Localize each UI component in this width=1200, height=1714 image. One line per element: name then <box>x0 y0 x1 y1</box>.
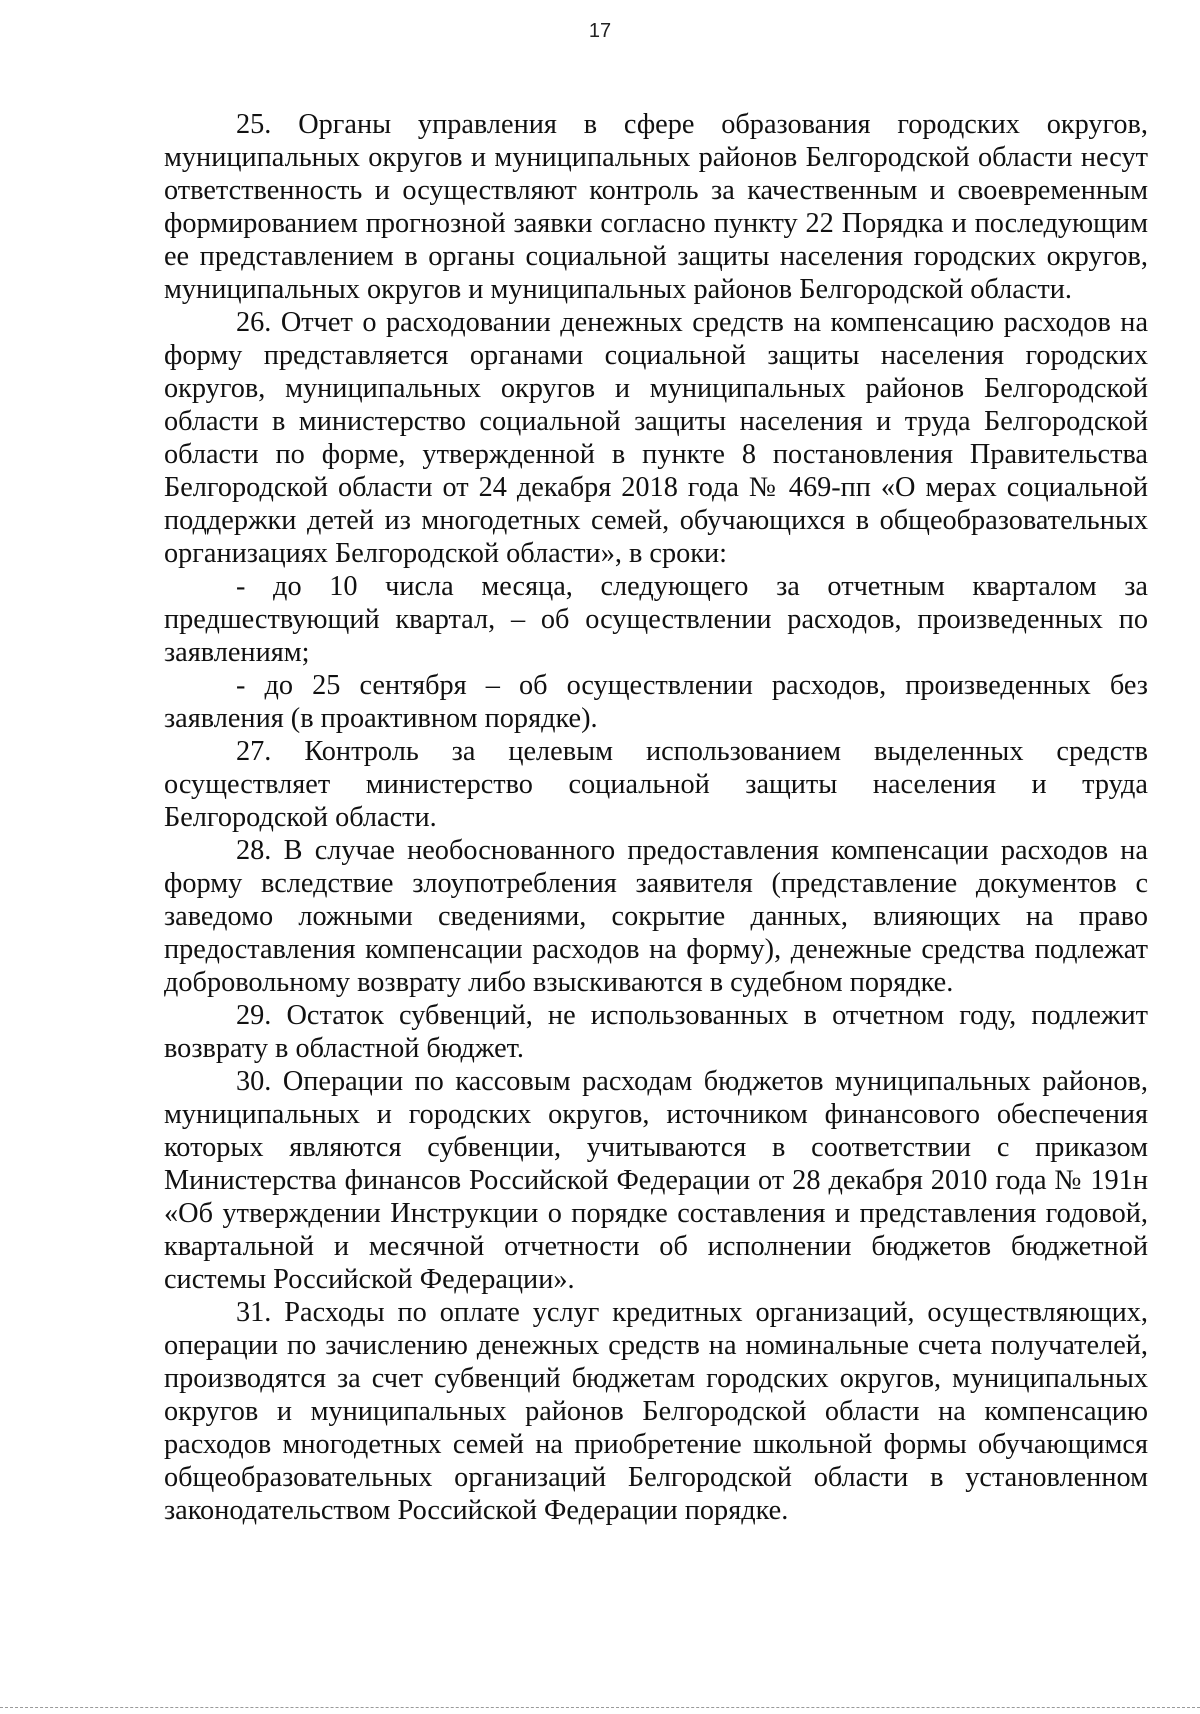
paragraph-29: 29. Остаток субвенций, не использованных в отчетном году, подлежит возврату в областной бюджет. <box>164 1000 1148 1064</box>
page-number: 17 <box>588 20 612 42</box>
paragraph-30: 30. Операции по кассовым расходам бюджетов муниципальных районов, муниципальных и городских округов, источником финансового обеспечения которых являются субвенции, учитываются в соответствии с приказом Министерства финансов Российской Федерации от 28 декабря 2010 года № 191н «Об утверждении Инструкции о порядке составления и представления годовой, квартальной и месячной отчетности об исполнении бюджетов бюджетной системы Российской Федерации». <box>164 1066 1148 1295</box>
document-body <box>164 108 1148 1527</box>
paragraph-31: 31. Расходы по оплате услуг кредитных организаций, осуществляющих, операции по зачислению денежных средств на номинальные счета получателей, производятся за счет субвенций бюджетам городских округов, муниципальных округов и муниципальных районов Белгородской области на компенсацию расходов многодетных семей на приобретение школьной формы обучающимся общеобразовательных организаций Белгородской области в установленном законодательством Российской Федерации порядке. <box>164 1297 1148 1526</box>
paragraph-26: 26. Отчет о расходовании денежных средств на компенсацию расходов на форму представляется органами социальной защиты населения городских округов, муниципальных округов и муниципальных районов Белгородской области в министерство социальной защиты населения и труда Белгородской области по форме, утвержденной в пункте 8 постановления Правительства Белгородской области от 24 декабря 2018 года № 469-пп «О мерах социальной поддержки детей из многодетных семей, обучающихся в общеобразовательных организациях Белгородской области», в сроки: <box>164 307 1148 569</box>
paragraph-28: 28. В случае необоснованного предоставления компенсации расходов на форму вследствие злоупотребления заявителя (представление документов с заведомо ложными сведениями, сокрытие данных, влияющих на право предоставления компенсации расходов на форму), денежные средства подлежат добровольному возврату либо взыскиваются в судебном порядке. <box>164 835 1148 998</box>
scan-bottom-edge <box>0 1707 1200 1708</box>
paragraph-26-term-1: - до 10 числа месяца, следующего за отчетным кварталом за предшествующий квартал, – об осуществлении расходов, произведенных по заявлениям; <box>164 571 1148 668</box>
paragraph-26-term-2: - до 25 сентября – об осуществлении расходов, произведенных без заявления (в проактивном порядке). <box>164 670 1148 734</box>
paragraph-27: 27. Контроль за целевым использованием выделенных средств осуществляет министерство социальной защиты населения и труда Белгородской области. <box>164 736 1148 833</box>
paragraph-25: 25. Органы управления в сфере образования городских округов, муниципальных округов и муниципальных районов Белгородской области несут ответственность и осуществляют контроль за качественным и своевременным формированием прогнозной заявки согласно пункту 22 Порядка и последующим ее представлением в органы социальной защиты населения городских округов, муниципальных округов и муниципальных районов Белгородской области. <box>164 109 1148 305</box>
